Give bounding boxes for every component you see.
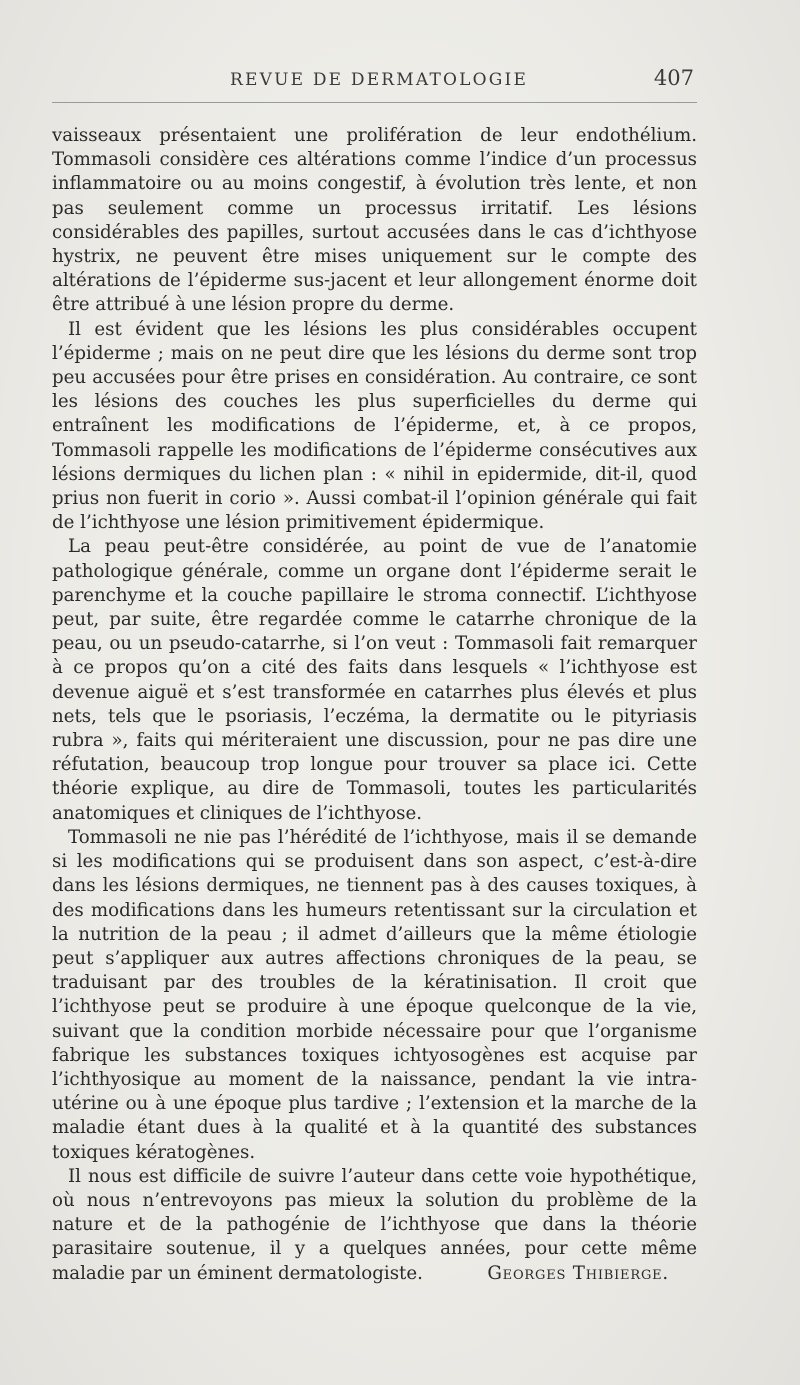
paragraph-5-text: Il nous est difficile de suivre l’auteur dans cette voie hypothétique, où nous n’entrevoyons pas mieux la solution du problème de la nature et de la pathogénie de l’ichthyose que dans la théorie parasitaire soutenue, il y a quelques années, pour cette même maladie par un éminent dermatologiste. [52, 1165, 697, 1284]
paragraph-3: La peau peut-être considérée, au point de vue de l’anatomie pathologique générale, comme un organe dont l’épiderme serait le parenchyme et la couche papillaire le stroma connectif. L’ichthyose peut, par suite, être regardée comme le catarrhe chronique de la peau, ou un pseudo-catarrhe, si l’on veut : Tommasoli fait remarquer à ce propos qu’on a cité des faits dans lesquels « l’ichthyose est devenue aiguë et s’est transformée en catarrhes plus élevés et plus nets, tels que le psoriasis, l’eczéma, la dermatite ou le pityriasis rubra », faits qui mériteraient une discussion, pour ne pas dire une réfutation, beaucoup trop longue pour trouver sa place ici. Cette théorie explique, au dire de Tommasoli, toutes les particularités anatomiques et cliniques de l’ichthyose. [52, 536, 697, 824]
paragraph-1: vaisseaux présentaient une prolifération de leur endothélium. Tommasoli considère ces altérations comme l’indice d’un processus inflammatoire ou au moins congestif, à évolution très lente, et non pas seulement comme un processus irritatif. Les lésions considérables des papilles, surtout accusées dans le cas d’ichthyose hystrix, ne peuvent être mises uniquement sur le compte des altérations de l’épiderme sus-jacent et leur allongement énorme doit être attribué à une lésion propre du derme. [52, 125, 697, 316]
running-title: REVUE DE DERMATOLOGIE [230, 70, 529, 90]
author-signature: Georges Thibierge. [487, 1262, 669, 1284]
running-header [52, 64, 694, 96]
paragraph-4: Tommasoli ne nie pas l’hérédité de l’ichthyose, mais il se demande si les modifications qui se produisent dans son aspect, c’est-à-dire dans les lésions dermiques, ne tiennent pas à des causes toxiques, à des modifications dans les humeurs retentissant sur la circulation et la nutrition de la peau ; il admet d’ailleurs que la même étiologie peut s’appliquer aux autres affections chroniques de la peau, se traduisant par des troubles de la kératinisation. Il croit que l’ichthyose peut se produire à une époque quelconque de la vie, suivant que la condition morbide nécessaire pour que l’organisme fabrique les substances toxiques ichtyosogènes est acquise par l’ichthyosique au moment de la naissance, pendant la vie intra-utérine ou à une époque plus tardive ; l’extension et la marche de la maladie étant dues à la qualité et à la quantité des substances toxiques kératogènes. [52, 826, 697, 1163]
paragraph-5 [52, 1165, 697, 1286]
paragraph-2: Il est évident que les lésions les plus considérables occupent l’épiderme ; mais on ne peut dire que les lésions du derme sont trop peu accusées pour être prises en considération. Au contraire, ce sont les lésions des couches les plus superficielles du derme qui entraînent les modifications de l’épiderme, et, à ce propos, Tommasoli rappelle les modifications de l’épiderme consécutives aux lésions dermiques du lichen plan : « nihil in epidermide, dit-il, quod prius non fuerit in corio ». Aussi combat-il l’opinion générale qui fait de l’ichthyose une lésion primitivement épidermique. [52, 318, 697, 534]
page-number: 407 [653, 66, 694, 90]
article-body [52, 124, 697, 1286]
header-rule [52, 102, 697, 103]
